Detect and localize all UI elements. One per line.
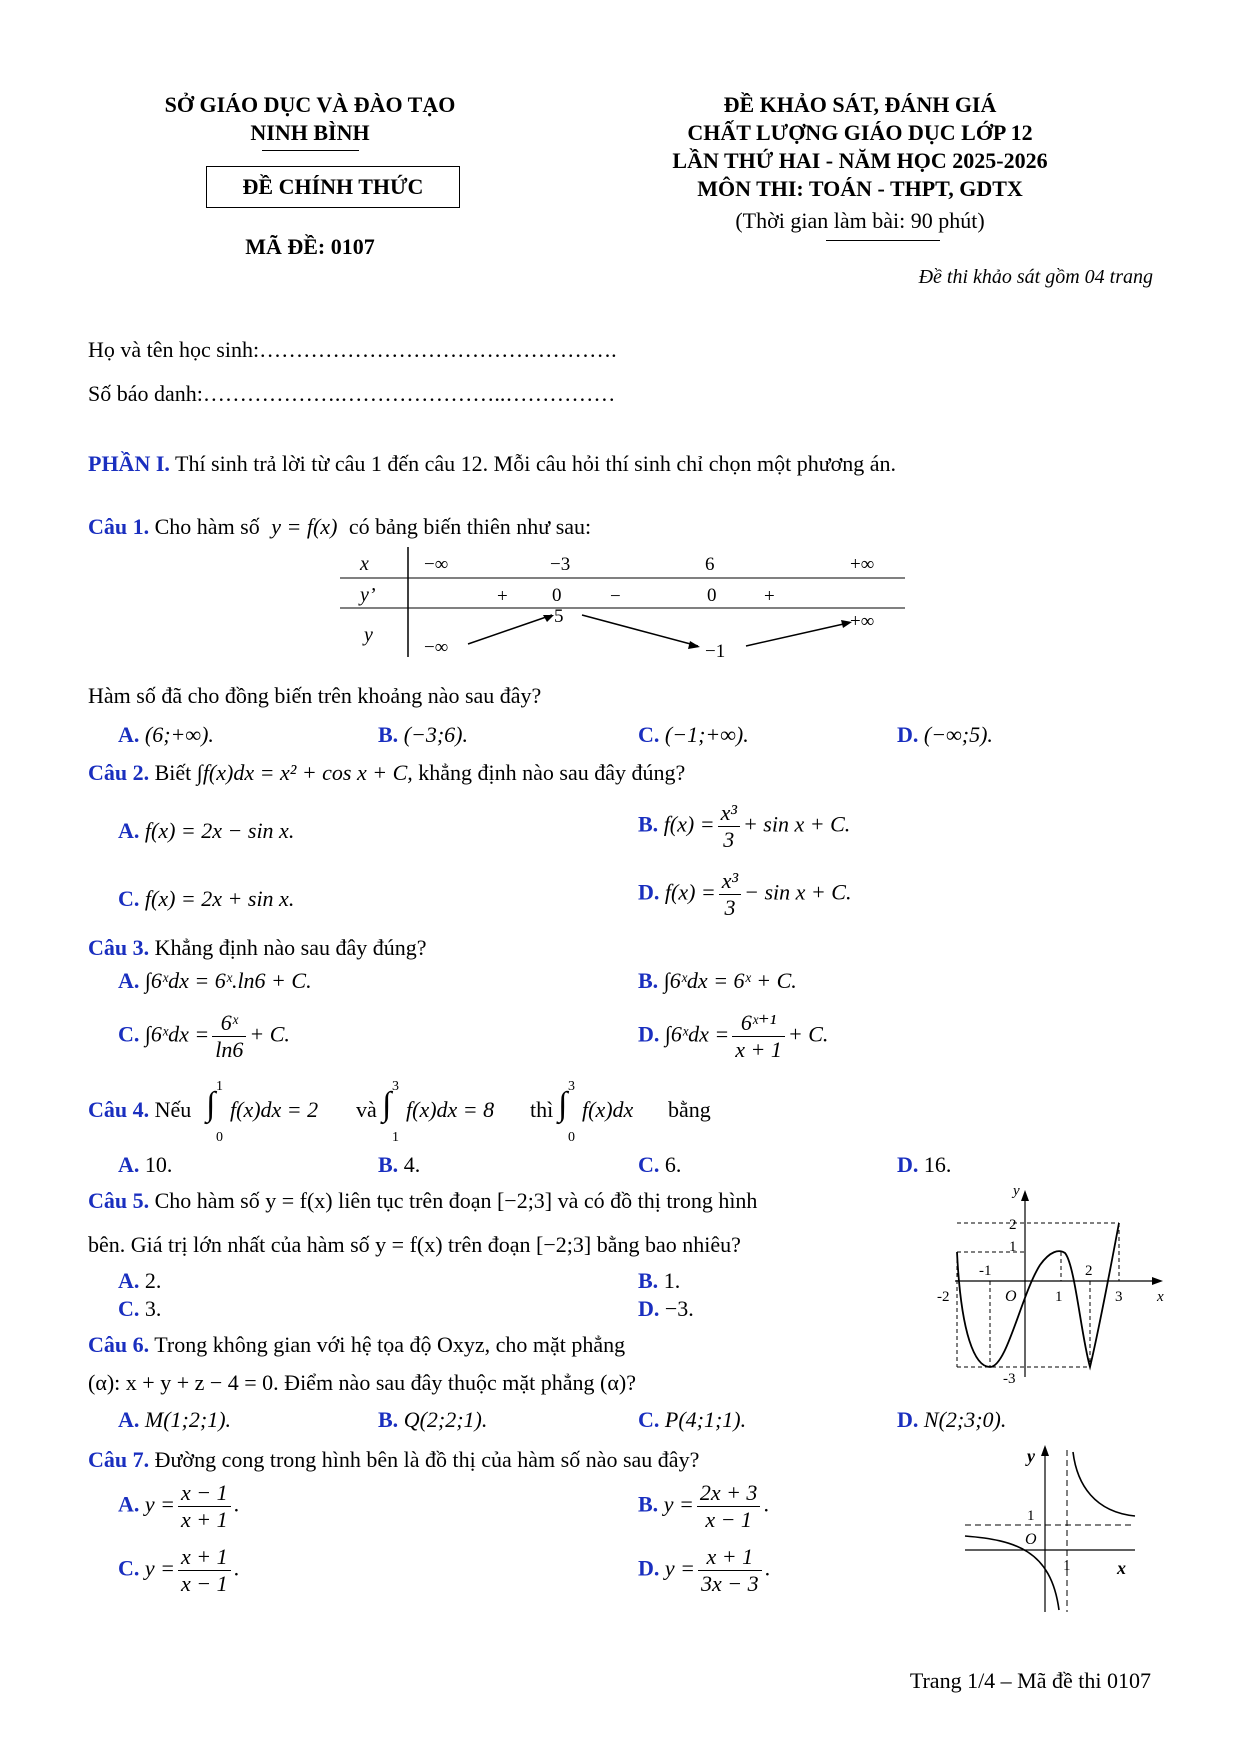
province-name: NINH BÌNH (250, 120, 370, 145)
q4-label: Câu 4. (88, 1097, 150, 1122)
q4-int2: f(x)dx = 8 (406, 1097, 495, 1122)
q2-text-before: Biết (154, 760, 192, 785)
vt-y-1: −∞ (424, 637, 449, 658)
q7-y-label: y (1027, 1446, 1035, 1466)
q5-option-b: B. 1. (638, 1268, 681, 1293)
q4-int3-sign: ∫ (558, 1086, 568, 1123)
vt-arrow-2 (582, 615, 698, 646)
q5-curve (957, 1223, 1119, 1367)
q5-ytick-m3: -3 (1003, 1371, 1016, 1385)
vt-y-2: 5 (554, 606, 564, 627)
q4-option-c: C. 6. (638, 1152, 682, 1177)
vt-sign-1: + (497, 586, 508, 607)
q5-option-d: D. −3. (638, 1296, 694, 1321)
q6-option-a: A. M(1;2;1). (118, 1407, 232, 1432)
student-id-line: Số báo danh:……………….…………………..…………… (88, 381, 616, 406)
vt-x-1: −∞ (424, 554, 449, 575)
q3-option-a: A. ∫6ˣdx = 6ˣ.ln6 + C. (118, 968, 312, 993)
q4-int3: f(x)dx (582, 1097, 634, 1122)
q7-stem (88, 1447, 699, 1473)
q4-label-group (88, 1097, 191, 1123)
q4-option-d: D. 16. (897, 1152, 952, 1177)
q7-branch-right (1073, 1452, 1135, 1516)
exam-duration: (Thời gian làm bài: 90 phút) (735, 208, 985, 233)
q1-option-d: D. (−∞;5). (897, 722, 993, 747)
variation-table (340, 545, 910, 660)
q4-option-a: A. 10. (118, 1152, 173, 1177)
q7-graph (955, 1440, 1155, 1615)
page-footer: Trang 1/4 – Mã đề thi 0107 (909, 1668, 1151, 1693)
q7-ytick: 1 (1027, 1508, 1035, 1524)
q6-line1 (88, 1332, 625, 1358)
q5-ytick-1: 1 (1009, 1239, 1017, 1255)
vt-x-4: +∞ (850, 554, 875, 575)
q5-xtick-3: 3 (1115, 1289, 1123, 1305)
q3-text: Khẳng định nào sau đây đúng? (154, 935, 427, 960)
q7-option-d: D. y = $\frac{x + 1}{3x - 3}$ . (638, 1544, 771, 1596)
q5-y-label: y (1013, 1185, 1020, 1199)
q5-option-a: A. 2. (118, 1268, 162, 1293)
q5-y-arrow (1021, 1190, 1029, 1201)
q1-stem (88, 514, 591, 540)
q3-option-d: D. ∫6ˣdx = $\frac{\text{6ˣ⁺¹}}{x + 1}$ + C. (638, 1010, 829, 1062)
q4-int1-sign: ∫ (206, 1086, 216, 1123)
q7-option-a: A. y = $\frac{x - 1}{x + 1}$ . (118, 1480, 240, 1532)
vt-x-2: −3 (550, 554, 571, 575)
q5-graph (935, 1185, 1175, 1385)
q3-label: Câu 3. (88, 935, 150, 960)
vt-arrowhead-1 (543, 615, 554, 622)
vt-arrowhead-2 (688, 641, 700, 649)
part1-instruction (88, 451, 896, 477)
vt-sign-3: − (610, 586, 621, 607)
q7-y-arrow (1041, 1445, 1049, 1456)
q1-question: Hàm số đã cho đồng biến trên khoảng nào sau đây? (88, 683, 542, 708)
vt-y-3: −1 (705, 641, 726, 660)
official-box: ĐỀ CHÍNH THỨC (206, 166, 460, 208)
q7-origin: O (1025, 1531, 1037, 1548)
q6-line1-text: Trong không gian với hệ tọa độ Oxyz, cho mặt phẳng (154, 1332, 626, 1357)
q4-int3-lower: 0 (568, 1130, 575, 1145)
q5-x-label: x (1157, 1289, 1164, 1305)
q6-label: Câu 6. (88, 1332, 150, 1357)
q5-origin: O (1005, 1288, 1017, 1305)
vt-sign-2: 0 (552, 585, 562, 606)
vt-y-label: y (364, 624, 373, 646)
q4-int1-upper: 1 (216, 1079, 223, 1094)
vt-sign-5: + (764, 586, 775, 607)
q5-xtick-2: 2 (1085, 1263, 1093, 1279)
q2-option-c: C. f(x) = 2x + sin x. (118, 886, 295, 911)
q6-option-b: B. Q(2;2;1). (378, 1407, 488, 1432)
q1-text-after: có bảng biến thiên như sau: (348, 514, 592, 539)
q5-xtick-1: 1 (1055, 1289, 1063, 1305)
q4-int2-upper: 3 (392, 1079, 399, 1094)
q4-text-end: bằng (668, 1097, 711, 1122)
q7-label: Câu 7. (88, 1447, 150, 1472)
q7-text: Đường cong trong hình bên là đồ thị của hàm số nào sau đây? (154, 1447, 700, 1472)
vt-y-4: +∞ (850, 611, 875, 632)
q6-line2: (α): x + y + z − 4 = 0. Điểm nào sau đây thuộc mặt phẳng (α)? (88, 1370, 636, 1395)
q4-option-b: B. 4. (378, 1152, 421, 1177)
q3-option-c: C. ∫6ˣdx = $\frac{\text{6ˣ}}{\ln 6}$ + C. (118, 1010, 290, 1062)
q5-xtick-m1: -1 (979, 1263, 992, 1279)
q4-text-then: thì (530, 1097, 554, 1122)
dept-name: SỞ GIÁO DỤC VÀ ĐÀO TẠO (164, 92, 456, 117)
q2-stem (88, 760, 685, 786)
vt-arrow-3 (746, 623, 848, 646)
q5-x-arrow (1152, 1277, 1163, 1285)
q3-option-b: B. ∫6ˣdx = 6ˣ + C. (638, 968, 797, 993)
vt-x-3: 6 (705, 554, 715, 575)
q1-text-before: Cho hàm số (154, 514, 260, 539)
q4-int3-upper: 3 (568, 1079, 575, 1094)
vt-sign-4: 0 (707, 585, 717, 606)
q7-x-label: x (1117, 1558, 1126, 1578)
part1-label: PHẦN I. (88, 451, 170, 476)
q4-text-if: Nếu (154, 1097, 192, 1122)
q7-xtick: 1 (1063, 1558, 1071, 1574)
q6-option-d: D. N(2;3;0). (897, 1407, 1007, 1432)
exam-title-1: ĐỀ KHẢO SÁT, ĐÁNH GIÁ (723, 92, 997, 117)
q7-option-b: B. y = $\frac{2x + 3}{x - 1}$ . (638, 1480, 769, 1532)
exam-title-3: LẦN THỨ HAI - NĂM HỌC 2025-2026 (672, 148, 1048, 173)
q4-int2-sign: ∫ (382, 1086, 392, 1123)
q2-formula: ∫f(x)dx = x² + cos x + C, (196, 760, 413, 785)
exam-subject: MÔN THI: TOÁN - THPT, GDTX (697, 176, 1023, 201)
exam-title-2: CHẤT LƯỢNG GIÁO DỤC LỚP 12 (687, 120, 1033, 145)
q2-option-d: D. f(x) = $\frac{\text{x³}}{3}$ − sin x + C. (638, 868, 852, 920)
q4-int1: f(x)dx = 2 (230, 1097, 319, 1122)
q4-int1-lower: 0 (216, 1130, 223, 1145)
vt-x-label: x (360, 553, 369, 575)
header-divider (262, 150, 359, 151)
q2-label: Câu 2. (88, 760, 150, 785)
q1-label: Câu 1. (88, 514, 150, 539)
q1-func: y = f(x) (271, 514, 338, 539)
pages-note: Đề thi khảo sát gồm 04 trang (918, 266, 1153, 288)
vt-yp-label: y’ (360, 584, 376, 606)
q5-line2: bên. Giá trị lớn nhất của hàm số y = f(x) trên đoạn [−2;3] bằng bao nhiêu? (88, 1232, 741, 1257)
q7-option-c: C. y = $\frac{x + 1}{x - 1}$ . (118, 1544, 240, 1596)
q1-option-c: C. (−1;+∞). (638, 722, 749, 747)
q5-line1-text: Cho hàm số y = f(x) liên tục trên đoạn [−2;3] và có đồ thị trong hình (154, 1188, 758, 1213)
q1-option-b: B. (−3;6). (378, 722, 469, 747)
q4-int2-lower: 1 (392, 1130, 399, 1145)
student-name-line: Họ và tên học sinh:…………………………………………. (88, 337, 617, 362)
q5-ytick-2: 2 (1009, 1217, 1017, 1233)
q2-option-b: B. f(x) = $\frac{\text{x³}}{3}$ + sin x + C. (638, 800, 851, 852)
q2-text-after: khẳng định nào sau đây đúng? (418, 760, 686, 785)
q5-xtick-m2: -2 (937, 1289, 950, 1305)
q2-option-a: A. f(x) = 2x − sin x. (118, 818, 295, 843)
q6-option-c: C. P(4;1;1). (638, 1407, 747, 1432)
q3-stem (88, 935, 427, 961)
duration-divider (826, 240, 940, 241)
vt-arrow-1 (468, 615, 552, 644)
q5-line1 (88, 1188, 757, 1214)
q5-option-c: C. 3. (118, 1296, 162, 1321)
exam-code: MÃ ĐỀ: 0107 (245, 234, 375, 259)
part1-text: Thí sinh trả lời từ câu 1 đến câu 12. Mỗi câu hỏi thí sinh chỉ chọn một phương án. (175, 451, 897, 476)
q5-label: Câu 5. (88, 1188, 150, 1213)
q4-text-and: và (356, 1097, 377, 1122)
q1-option-a: A. (6;+∞). (118, 722, 214, 747)
